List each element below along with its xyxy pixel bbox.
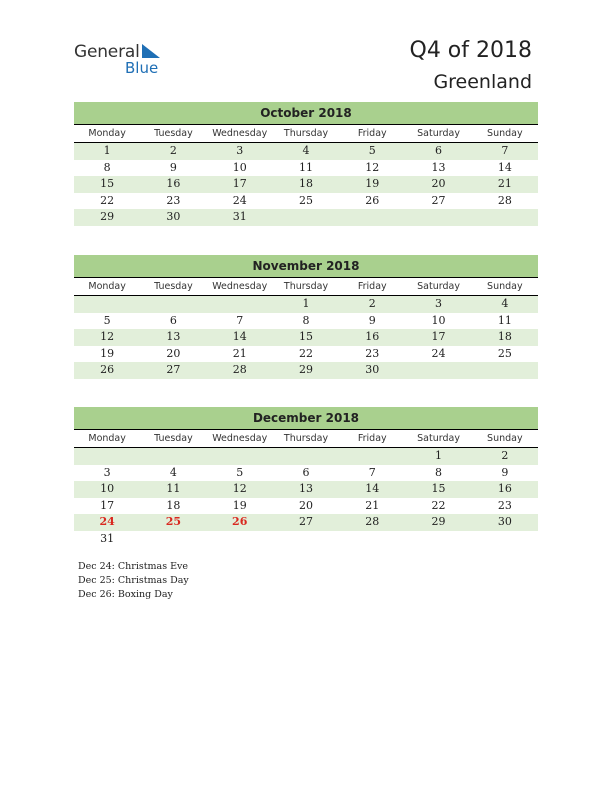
day-cell: 21 xyxy=(365,498,380,512)
day-cell: 10 xyxy=(100,482,115,495)
day-cell: 1 xyxy=(302,297,310,310)
day-cell xyxy=(339,531,405,548)
holiday-day-cell: 25 xyxy=(165,515,182,528)
day-cell: 2 xyxy=(169,144,177,157)
month-title: October 2018 xyxy=(74,102,538,125)
day-cell: 12 xyxy=(232,482,247,495)
day-cell: 11 xyxy=(298,160,313,174)
day-cell: 30 xyxy=(365,363,380,376)
weekday-header-row xyxy=(74,430,538,447)
weekday-label: Monday xyxy=(88,433,126,444)
day-cell: 3 xyxy=(435,297,443,310)
day-cell: 14 xyxy=(365,482,380,495)
day-cell: 23 xyxy=(365,346,380,360)
day-cell: 30 xyxy=(166,210,181,223)
holiday-note: Dec 25: Christmas Day xyxy=(78,575,189,586)
weekday-label: Sunday xyxy=(487,281,523,292)
day-cell: 31 xyxy=(232,210,247,223)
day-cell xyxy=(207,296,273,313)
day-cell: 9 xyxy=(501,465,509,479)
day-cell: 15 xyxy=(298,330,313,343)
day-cell xyxy=(339,448,405,465)
day-cell xyxy=(405,209,471,226)
day-cell: 16 xyxy=(497,482,512,495)
day-cell: 20 xyxy=(298,498,313,512)
weekday-label: Monday xyxy=(88,128,126,139)
day-cell: 12 xyxy=(100,330,115,343)
day-cell xyxy=(405,362,471,379)
day-cell xyxy=(207,448,273,465)
day-cell: 1 xyxy=(103,144,111,157)
day-cell: 6 xyxy=(169,313,177,327)
day-cell: 4 xyxy=(501,297,509,310)
day-cell: 23 xyxy=(497,498,512,512)
day-cell: 16 xyxy=(365,330,380,343)
day-cell: 8 xyxy=(302,313,310,327)
day-cell: 17 xyxy=(100,498,115,512)
brand-flag-icon xyxy=(142,44,162,60)
day-cell: 15 xyxy=(431,482,446,495)
day-cell: 4 xyxy=(169,465,177,479)
day-cell xyxy=(273,531,339,548)
day-cell: 19 xyxy=(232,498,247,512)
day-cell: 14 xyxy=(232,330,247,343)
day-cell: 22 xyxy=(100,193,115,207)
week-row xyxy=(74,329,538,346)
month-calendar xyxy=(74,407,538,547)
day-cell xyxy=(405,531,471,548)
weekday-label: Tuesday xyxy=(154,433,193,444)
day-cell xyxy=(207,531,273,548)
day-cell: 15 xyxy=(100,177,115,190)
weekday-label: Saturday xyxy=(417,281,460,292)
day-cell: 18 xyxy=(166,498,181,512)
weekday-label: Sunday xyxy=(487,433,523,444)
day-cell: 23 xyxy=(166,193,181,207)
day-cell: 20 xyxy=(166,346,181,360)
weekday-label: Wednesday xyxy=(212,433,268,444)
day-cell: 29 xyxy=(100,210,115,223)
weekday-label: Sunday xyxy=(487,128,523,139)
weekday-label: Wednesday xyxy=(212,128,268,139)
day-cell: 8 xyxy=(103,160,111,174)
weekday-label: Tuesday xyxy=(154,281,193,292)
weekday-label: Friday xyxy=(357,433,387,444)
day-cell: 7 xyxy=(368,465,376,479)
day-cell: 3 xyxy=(103,465,111,479)
day-cell: 31 xyxy=(100,531,115,545)
day-cell xyxy=(273,448,339,465)
week-row xyxy=(74,193,538,210)
day-cell: 18 xyxy=(298,177,313,190)
day-cell: 13 xyxy=(298,482,313,495)
day-cell: 27 xyxy=(298,515,313,528)
week-row xyxy=(74,362,538,379)
day-cell: 29 xyxy=(298,363,313,376)
day-cell: 14 xyxy=(497,160,512,174)
day-cell: 2 xyxy=(368,297,376,310)
day-cell: 27 xyxy=(431,193,446,207)
weekday-label: Saturday xyxy=(417,433,460,444)
holiday-day-cell: 24 xyxy=(99,515,115,528)
day-cell: 10 xyxy=(232,160,247,174)
brand-word-general: General xyxy=(74,42,140,62)
weekday-label: Thursday xyxy=(283,281,329,292)
weekday-label: Thursday xyxy=(283,433,329,444)
week-row xyxy=(74,465,538,482)
holiday-note: Dec 26: Boxing Day xyxy=(78,589,173,600)
weekday-label: Friday xyxy=(357,128,387,139)
month-title: November 2018 xyxy=(74,255,538,278)
day-cell xyxy=(472,531,538,548)
day-cell: 5 xyxy=(103,313,111,327)
day-cell xyxy=(74,296,140,313)
day-cell: 30 xyxy=(497,515,512,528)
week-row xyxy=(74,296,538,313)
holiday-day-cell: 26 xyxy=(232,515,248,528)
day-cell: 17 xyxy=(232,177,247,190)
page-subtitle: Greenland xyxy=(433,71,532,93)
weekday-header-row xyxy=(74,125,538,142)
day-cell: 17 xyxy=(431,330,446,343)
month-title: December 2018 xyxy=(74,407,538,430)
week-row xyxy=(74,313,538,330)
week-row xyxy=(74,481,538,498)
day-cell: 12 xyxy=(365,160,380,174)
day-cell: 11 xyxy=(497,313,512,327)
week-row xyxy=(74,209,538,226)
day-cell: 1 xyxy=(435,449,443,462)
week-row xyxy=(74,346,538,363)
weekday-header-row xyxy=(74,278,538,295)
day-cell: 24 xyxy=(431,346,446,360)
weekday-label: Thursday xyxy=(283,128,329,139)
day-cell: 22 xyxy=(431,498,446,512)
day-cell: 28 xyxy=(497,193,512,207)
day-cell: 5 xyxy=(368,144,376,157)
month-calendar xyxy=(74,255,538,379)
day-cell: 24 xyxy=(232,193,247,207)
day-cell: 25 xyxy=(497,346,512,360)
weekday-label: Monday xyxy=(88,281,126,292)
day-cell: 6 xyxy=(302,465,310,479)
week-row xyxy=(74,531,538,548)
day-cell: 16 xyxy=(166,177,181,190)
day-cell: 4 xyxy=(302,144,310,157)
day-cell: 13 xyxy=(166,330,181,343)
day-cell xyxy=(140,448,206,465)
day-cell: 11 xyxy=(166,482,181,495)
day-cell xyxy=(472,209,538,226)
day-cell xyxy=(273,209,339,226)
day-cell xyxy=(74,448,140,465)
day-cell xyxy=(140,531,206,548)
day-cell xyxy=(339,209,405,226)
day-cell: 5 xyxy=(236,465,244,479)
day-cell: 9 xyxy=(169,160,177,174)
week-row xyxy=(74,448,538,465)
day-cell: 3 xyxy=(236,144,244,157)
weekday-label: Tuesday xyxy=(154,128,193,139)
holiday-notes xyxy=(78,560,189,602)
day-cell xyxy=(140,296,206,313)
day-cell: 26 xyxy=(100,363,115,376)
day-cell: 29 xyxy=(431,515,446,528)
week-row xyxy=(74,143,538,160)
day-cell: 18 xyxy=(497,330,512,343)
day-cell: 7 xyxy=(501,144,509,157)
day-cell xyxy=(472,362,538,379)
month-calendar xyxy=(74,102,538,226)
day-cell: 19 xyxy=(365,177,380,190)
day-cell: 19 xyxy=(100,346,115,360)
week-row xyxy=(74,160,538,177)
day-cell: 13 xyxy=(431,160,446,174)
day-cell: 8 xyxy=(435,465,443,479)
week-row xyxy=(74,514,538,531)
day-cell: 6 xyxy=(435,144,443,157)
day-cell: 27 xyxy=(166,363,181,376)
day-cell: 2 xyxy=(501,449,509,462)
weekday-label: Friday xyxy=(357,281,387,292)
day-cell: 20 xyxy=(431,177,446,190)
brand-word-blue: Blue xyxy=(125,59,159,77)
page-title: Q4 of 2018 xyxy=(409,38,532,63)
day-cell: 28 xyxy=(232,363,247,376)
week-row xyxy=(74,498,538,515)
day-cell: 10 xyxy=(431,313,446,327)
day-cell: 22 xyxy=(298,346,313,360)
day-cell: 9 xyxy=(368,313,376,327)
day-cell: 26 xyxy=(365,193,380,207)
week-row xyxy=(74,176,538,193)
day-cell: 21 xyxy=(497,177,512,190)
weekday-label: Saturday xyxy=(417,128,460,139)
day-cell: 28 xyxy=(365,515,380,528)
day-cell: 7 xyxy=(236,313,244,327)
holiday-note: Dec 24: Christmas Eve xyxy=(78,561,189,572)
weekday-label: Wednesday xyxy=(212,281,268,292)
day-cell: 25 xyxy=(298,193,313,207)
day-cell: 21 xyxy=(232,346,247,360)
